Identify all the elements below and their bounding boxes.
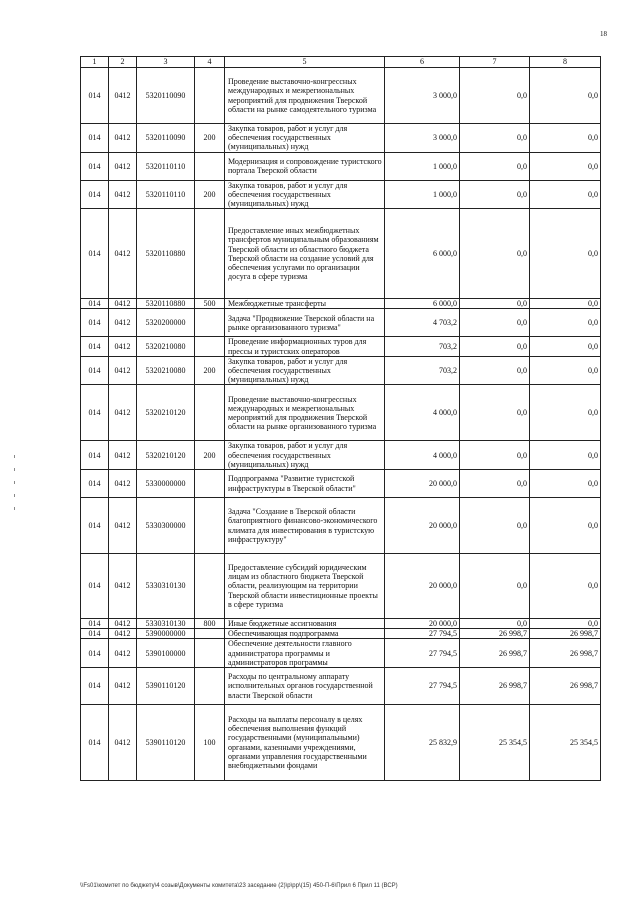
description-cell: Обеспечивающая подпрограмма bbox=[225, 629, 385, 639]
target-article-cell: 5330300000 bbox=[137, 498, 195, 554]
table-row bbox=[81, 209, 601, 299]
expense-type-cell bbox=[195, 498, 225, 554]
amount-year3-cell: 26 998,7 bbox=[530, 629, 601, 639]
table-row bbox=[81, 554, 601, 619]
table-row bbox=[81, 629, 601, 639]
column-header: 7 bbox=[460, 57, 530, 68]
amount-year3-cell: 0,0 bbox=[530, 619, 601, 629]
description-cell: Закупка товаров, работ и услуг для обеспечения государственных (муниципальных) нужд bbox=[225, 356, 385, 385]
expense-type-cell bbox=[195, 309, 225, 337]
amount-year2-cell: 26 998,7 bbox=[460, 629, 530, 639]
column-header: 5 bbox=[225, 57, 385, 68]
margin-mark bbox=[14, 481, 15, 484]
amount-year1-cell: 27 794,5 bbox=[385, 668, 460, 705]
description-cell: Межбюджетные трансферты bbox=[225, 299, 385, 309]
target-article-cell: 5390000000 bbox=[137, 629, 195, 639]
column-header: 1 bbox=[81, 57, 109, 68]
table-row bbox=[81, 180, 601, 209]
section-code-cell: 0412 bbox=[109, 668, 137, 705]
table-row bbox=[81, 441, 601, 470]
section-code-cell: 0412 bbox=[109, 554, 137, 619]
amount-year1-cell: 20 000,0 bbox=[385, 498, 460, 554]
margin-mark bbox=[14, 455, 15, 458]
section-code-cell: 0412 bbox=[109, 441, 137, 470]
description-cell: Предоставление иных межбюджетных трансфертов муниципальным образованиям Тверской области из областного бюджета Тверской области на создание условий для обеспечения услугами по организации досуга в сфере туризма bbox=[225, 209, 385, 299]
ministry-code-cell: 014 bbox=[81, 68, 109, 124]
description-cell: Закупка товаров, работ и услуг для обеспечения государственных (муниципальных) нужд bbox=[225, 180, 385, 209]
amount-year1-cell: 3 000,0 bbox=[385, 124, 460, 153]
description-cell: Закупка товаров, работ и услуг для обеспечения государственных (муниципальных) нужд bbox=[225, 124, 385, 153]
expense-type-cell: 100 bbox=[195, 705, 225, 781]
table-row bbox=[81, 337, 601, 356]
amount-year3-cell: 0,0 bbox=[530, 124, 601, 153]
amount-year3-cell: 0,0 bbox=[530, 470, 601, 498]
margin-mark bbox=[14, 494, 15, 497]
amount-year1-cell: 1 000,0 bbox=[385, 180, 460, 209]
amount-year1-cell: 4 703,2 bbox=[385, 309, 460, 337]
expense-type-cell bbox=[195, 337, 225, 356]
ministry-code-cell: 014 bbox=[81, 180, 109, 209]
amount-year2-cell: 0,0 bbox=[460, 470, 530, 498]
ministry-code-cell: 014 bbox=[81, 209, 109, 299]
amount-year2-cell: 0,0 bbox=[460, 498, 530, 554]
amount-year2-cell: 0,0 bbox=[460, 180, 530, 209]
target-article-cell: 5320210120 bbox=[137, 441, 195, 470]
description-cell: Проведение выставочно-конгрессных международных и межрегиональных мероприятий для продвижения Тверской области на рынке организованного туризма bbox=[225, 385, 385, 441]
budget-table-container bbox=[80, 56, 600, 781]
expense-type-cell bbox=[195, 68, 225, 124]
description-cell: Проведение выставочно-конгрессных международных и межрегиональных мероприятий для продвижения Тверской области на рынке самодеятельного туризма bbox=[225, 68, 385, 124]
table-row bbox=[81, 299, 601, 309]
amount-year3-cell: 26 998,7 bbox=[530, 668, 601, 705]
amount-year1-cell: 27 794,5 bbox=[385, 629, 460, 639]
target-article-cell: 5320210120 bbox=[137, 385, 195, 441]
table-row bbox=[81, 470, 601, 498]
target-article-cell: 5320110880 bbox=[137, 299, 195, 309]
table-row bbox=[81, 668, 601, 705]
expense-type-cell bbox=[195, 668, 225, 705]
ministry-code-cell: 014 bbox=[81, 705, 109, 781]
amount-year1-cell: 1 000,0 bbox=[385, 152, 460, 180]
expense-type-cell bbox=[195, 385, 225, 441]
amount-year2-cell: 0,0 bbox=[460, 152, 530, 180]
amount-year3-cell: 0,0 bbox=[530, 152, 601, 180]
description-cell: Проведение информационных туров для прессы и туристских операторов bbox=[225, 337, 385, 356]
description-cell: Расходы по центральному аппарату исполнительных органов государственной власти Тверской области bbox=[225, 668, 385, 705]
amount-year3-cell: 0,0 bbox=[530, 441, 601, 470]
amount-year2-cell: 0,0 bbox=[460, 441, 530, 470]
amount-year1-cell: 4 000,0 bbox=[385, 385, 460, 441]
margin-mark bbox=[14, 468, 15, 471]
amount-year3-cell: 0,0 bbox=[530, 180, 601, 209]
budget-table bbox=[80, 56, 601, 781]
amount-year2-cell: 26 998,7 bbox=[460, 668, 530, 705]
expense-type-cell bbox=[195, 152, 225, 180]
expense-type-cell: 200 bbox=[195, 441, 225, 470]
column-header: 8 bbox=[530, 57, 601, 68]
ministry-code-cell: 014 bbox=[81, 356, 109, 385]
footer-file-path: \\Fs01\комитет по бюджету\4 созыв\Документы комитета\23 заседание (2)\p\pp\(15) 450-П-6\Прил 6 Прил 11 (ВСР) bbox=[80, 883, 398, 889]
target-article-cell: 5320210080 bbox=[137, 337, 195, 356]
amount-year1-cell: 27 794,5 bbox=[385, 639, 460, 668]
ministry-code-cell: 014 bbox=[81, 385, 109, 441]
column-header: 4 bbox=[195, 57, 225, 68]
ministry-code-cell: 014 bbox=[81, 668, 109, 705]
ministry-code-cell: 014 bbox=[81, 470, 109, 498]
amount-year2-cell: 26 998,7 bbox=[460, 639, 530, 668]
header-row bbox=[81, 57, 601, 68]
ministry-code-cell: 014 bbox=[81, 639, 109, 668]
amount-year3-cell: 0,0 bbox=[530, 554, 601, 619]
section-code-cell: 0412 bbox=[109, 629, 137, 639]
target-article-cell: 5390110120 bbox=[137, 705, 195, 781]
target-article-cell: 5330000000 bbox=[137, 470, 195, 498]
expense-type-cell bbox=[195, 209, 225, 299]
amount-year3-cell: 26 998,7 bbox=[530, 639, 601, 668]
table-row bbox=[81, 356, 601, 385]
description-cell: Расходы на выплаты персоналу в целях обеспечения выполнения функций государственными (муниципальными) органами, казенными учреждениями, органами управления государственными внебюджетными фондами bbox=[225, 705, 385, 781]
amount-year2-cell: 0,0 bbox=[460, 209, 530, 299]
amount-year1-cell: 703,2 bbox=[385, 337, 460, 356]
section-code-cell: 0412 bbox=[109, 180, 137, 209]
expense-type-cell bbox=[195, 554, 225, 619]
table-row bbox=[81, 498, 601, 554]
ministry-code-cell: 014 bbox=[81, 498, 109, 554]
section-code-cell: 0412 bbox=[109, 299, 137, 309]
ministry-code-cell: 014 bbox=[81, 441, 109, 470]
expense-type-cell: 200 bbox=[195, 180, 225, 209]
page-number: 18 bbox=[600, 30, 607, 38]
table-row bbox=[81, 124, 601, 153]
expense-type-cell: 500 bbox=[195, 299, 225, 309]
amount-year3-cell: 0,0 bbox=[530, 309, 601, 337]
ministry-code-cell: 014 bbox=[81, 124, 109, 153]
section-code-cell: 0412 bbox=[109, 356, 137, 385]
description-cell: Предоставление субсидий юридическим лицам из областного бюджета Тверской области, реализующим на территории Тверской области инвестиционные проекты в сфере туризма bbox=[225, 554, 385, 619]
amount-year1-cell: 6 000,0 bbox=[385, 299, 460, 309]
ministry-code-cell: 014 bbox=[81, 152, 109, 180]
table-row bbox=[81, 68, 601, 124]
amount-year3-cell: 0,0 bbox=[530, 68, 601, 124]
table-row bbox=[81, 639, 601, 668]
column-header: 2 bbox=[109, 57, 137, 68]
expense-type-cell: 200 bbox=[195, 356, 225, 385]
target-article-cell: 5390110120 bbox=[137, 668, 195, 705]
description-cell: Иные бюджетные ассигнования bbox=[225, 619, 385, 629]
amount-year1-cell: 20 000,0 bbox=[385, 470, 460, 498]
ministry-code-cell: 014 bbox=[81, 337, 109, 356]
ministry-code-cell: 014 bbox=[81, 629, 109, 639]
amount-year2-cell: 0,0 bbox=[460, 337, 530, 356]
section-code-cell: 0412 bbox=[109, 209, 137, 299]
amount-year3-cell: 0,0 bbox=[530, 385, 601, 441]
amount-year1-cell: 703,2 bbox=[385, 356, 460, 385]
section-code-cell: 0412 bbox=[109, 385, 137, 441]
table-row bbox=[81, 152, 601, 180]
amount-year3-cell: 0,0 bbox=[530, 356, 601, 385]
margin-mark bbox=[14, 507, 15, 510]
amount-year2-cell: 0,0 bbox=[460, 68, 530, 124]
ministry-code-cell: 014 bbox=[81, 554, 109, 619]
ministry-code-cell: 014 bbox=[81, 299, 109, 309]
description-cell: Задача "Создание в Тверской области благоприятного финансово-экономического климата для инвестирования в туристскую инфраструктуру" bbox=[225, 498, 385, 554]
expense-type-cell: 200 bbox=[195, 124, 225, 153]
expense-type-cell: 800 bbox=[195, 619, 225, 629]
amount-year2-cell: 25 354,5 bbox=[460, 705, 530, 781]
target-article-cell: 5320110110 bbox=[137, 180, 195, 209]
amount-year1-cell: 6 000,0 bbox=[385, 209, 460, 299]
description-cell: Модернизация и сопровождение туристского портала Тверской области bbox=[225, 152, 385, 180]
section-code-cell: 0412 bbox=[109, 68, 137, 124]
section-code-cell: 0412 bbox=[109, 337, 137, 356]
section-code-cell: 0412 bbox=[109, 309, 137, 337]
target-article-cell: 5320210080 bbox=[137, 356, 195, 385]
amount-year1-cell: 3 000,0 bbox=[385, 68, 460, 124]
amount-year2-cell: 0,0 bbox=[460, 124, 530, 153]
expense-type-cell bbox=[195, 639, 225, 668]
target-article-cell: 5330310130 bbox=[137, 554, 195, 619]
ministry-code-cell: 014 bbox=[81, 309, 109, 337]
table-row bbox=[81, 705, 601, 781]
amount-year2-cell: 0,0 bbox=[460, 299, 530, 309]
section-code-cell: 0412 bbox=[109, 498, 137, 554]
amount-year3-cell: 0,0 bbox=[530, 209, 601, 299]
description-cell: Обеспечение деятельности главного администратора программы и администраторов программы bbox=[225, 639, 385, 668]
ministry-code-cell: 014 bbox=[81, 619, 109, 629]
amount-year2-cell: 0,0 bbox=[460, 309, 530, 337]
description-cell: Задача "Продвижение Тверской области на рынке организованного туризма" bbox=[225, 309, 385, 337]
section-code-cell: 0412 bbox=[109, 124, 137, 153]
description-cell: Закупка товаров, работ и услуг для обеспечения государственных (муниципальных) нужд bbox=[225, 441, 385, 470]
amount-year2-cell: 0,0 bbox=[460, 356, 530, 385]
description-cell: Подпрограмма "Развитие туристской инфраструктуры в Тверской области" bbox=[225, 470, 385, 498]
amount-year3-cell: 0,0 bbox=[530, 498, 601, 554]
table-row bbox=[81, 385, 601, 441]
section-code-cell: 0412 bbox=[109, 705, 137, 781]
table-row bbox=[81, 619, 601, 629]
section-code-cell: 0412 bbox=[109, 639, 137, 668]
amount-year2-cell: 0,0 bbox=[460, 385, 530, 441]
target-article-cell: 5390100000 bbox=[137, 639, 195, 668]
target-article-cell: 5330310130 bbox=[137, 619, 195, 629]
section-code-cell: 0412 bbox=[109, 619, 137, 629]
section-code-cell: 0412 bbox=[109, 152, 137, 180]
section-code-cell: 0412 bbox=[109, 470, 137, 498]
amount-year3-cell: 0,0 bbox=[530, 299, 601, 309]
amount-year1-cell: 4 000,0 bbox=[385, 441, 460, 470]
expense-type-cell bbox=[195, 629, 225, 639]
target-article-cell: 5320110110 bbox=[137, 152, 195, 180]
target-article-cell: 5320110090 bbox=[137, 68, 195, 124]
column-header: 6 bbox=[385, 57, 460, 68]
expense-type-cell bbox=[195, 470, 225, 498]
target-article-cell: 5320200000 bbox=[137, 309, 195, 337]
amount-year3-cell: 25 354,5 bbox=[530, 705, 601, 781]
amount-year1-cell: 25 832,9 bbox=[385, 705, 460, 781]
amount-year3-cell: 0,0 bbox=[530, 337, 601, 356]
target-article-cell: 5320110090 bbox=[137, 124, 195, 153]
amount-year2-cell: 0,0 bbox=[460, 554, 530, 619]
amount-year1-cell: 20 000,0 bbox=[385, 619, 460, 629]
amount-year2-cell: 0,0 bbox=[460, 619, 530, 629]
target-article-cell: 5320110880 bbox=[137, 209, 195, 299]
column-header: 3 bbox=[137, 57, 195, 68]
amount-year1-cell: 20 000,0 bbox=[385, 554, 460, 619]
table-row bbox=[81, 309, 601, 337]
